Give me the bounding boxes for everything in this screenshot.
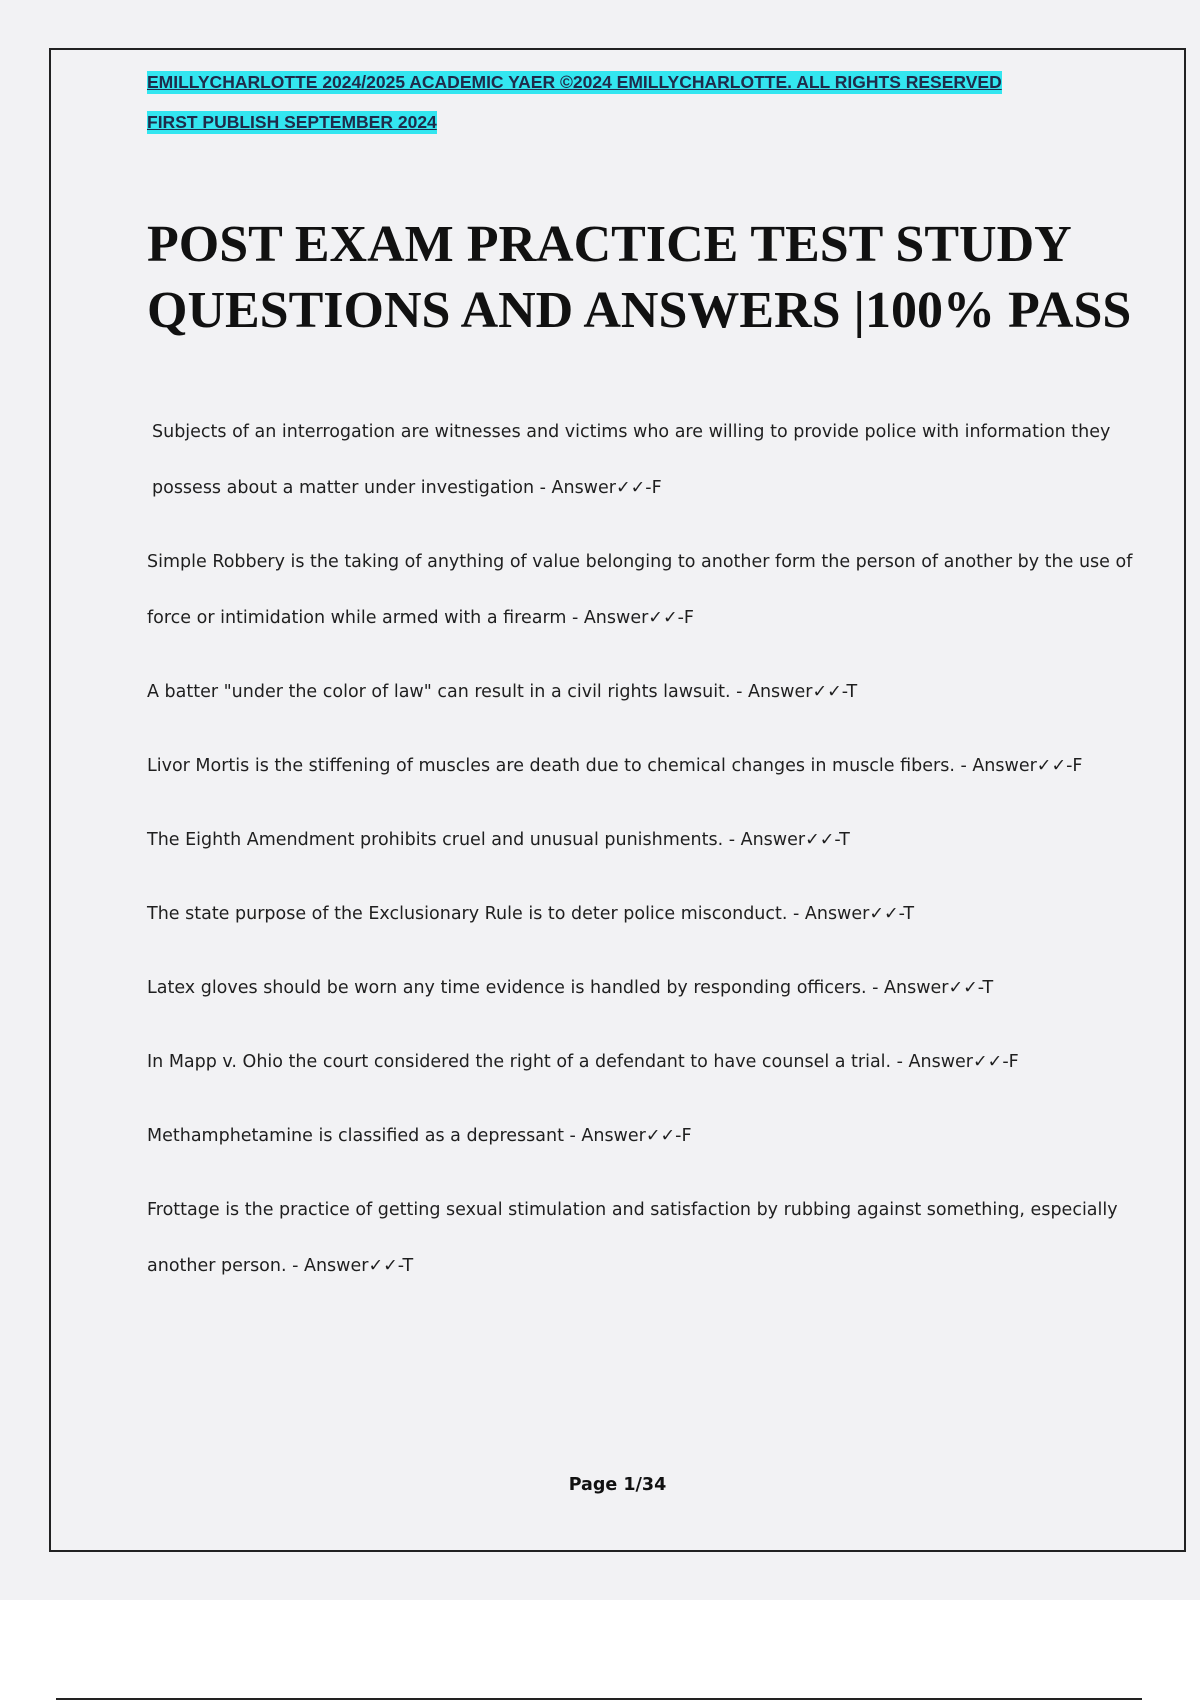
qa-item: Livor Mortis is the stiffening of muscles are death due to chemical changes in muscle fibers. - Answer✓✓-F	[147, 756, 1083, 776]
publish-date-header	[147, 112, 1137, 132]
qa-item: The Eighth Amendment prohibits cruel and unusual punishments. - Answer✓✓-T	[147, 830, 850, 850]
document-title: POST EXAM PRACTICE TEST STUDY QUESTIONS AND ANSWERS |100% PASS	[147, 216, 1132, 339]
question-answer-list	[147, 404, 1137, 1294]
qa-item: Methamphetamine is classified as a depressant - Answer✓✓-F	[147, 1126, 692, 1146]
document-page	[49, 48, 1186, 1552]
page-number: Page 1/34	[568, 1475, 667, 1495]
qa-item: The state purpose of the Exclusionary Rule is to deter police misconduct. - Answer✓✓-T	[147, 904, 915, 924]
qa-item: Frottage is the practice of getting sexual stimulation and satisfaction by rubbing against something, especially another person. - Answer✓✓-T	[147, 1200, 1118, 1276]
copyright-header	[147, 72, 1137, 92]
qa-item: A batter "under the color of law" can result in a civil rights lawsuit. - Answer✓✓-T	[147, 682, 858, 702]
qa-item: In Mapp v. Ohio the court considered the right of a defendant to have counsel a trial. - Answer✓✓-F	[147, 1052, 1019, 1072]
copyright-header-text: EMILLYCHARLOTTE 2024/2025 ACADEMIC YAER ©2024 EMILLYCHARLOTTE. ALL RIGHTS RESERVED	[147, 72, 1002, 92]
qa-item: Subjects of an interrogation are witnesses and victims who are willing to provide police with information they possess about a matter under investigation - Answer✓✓-F	[152, 422, 1111, 498]
publish-date-text: FIRST PUBLISH SEPTEMBER 2024	[147, 112, 437, 132]
page-content	[147, 72, 1137, 1294]
qa-item: Simple Robbery is the taking of anything of value belonging to another form the person of another by the use of force or intimidation while armed with a firearm - Answer✓✓-F	[147, 552, 1133, 628]
qa-item: Latex gloves should be worn any time evidence is handled by responding officers. - Answer✓✓-T	[147, 978, 994, 998]
